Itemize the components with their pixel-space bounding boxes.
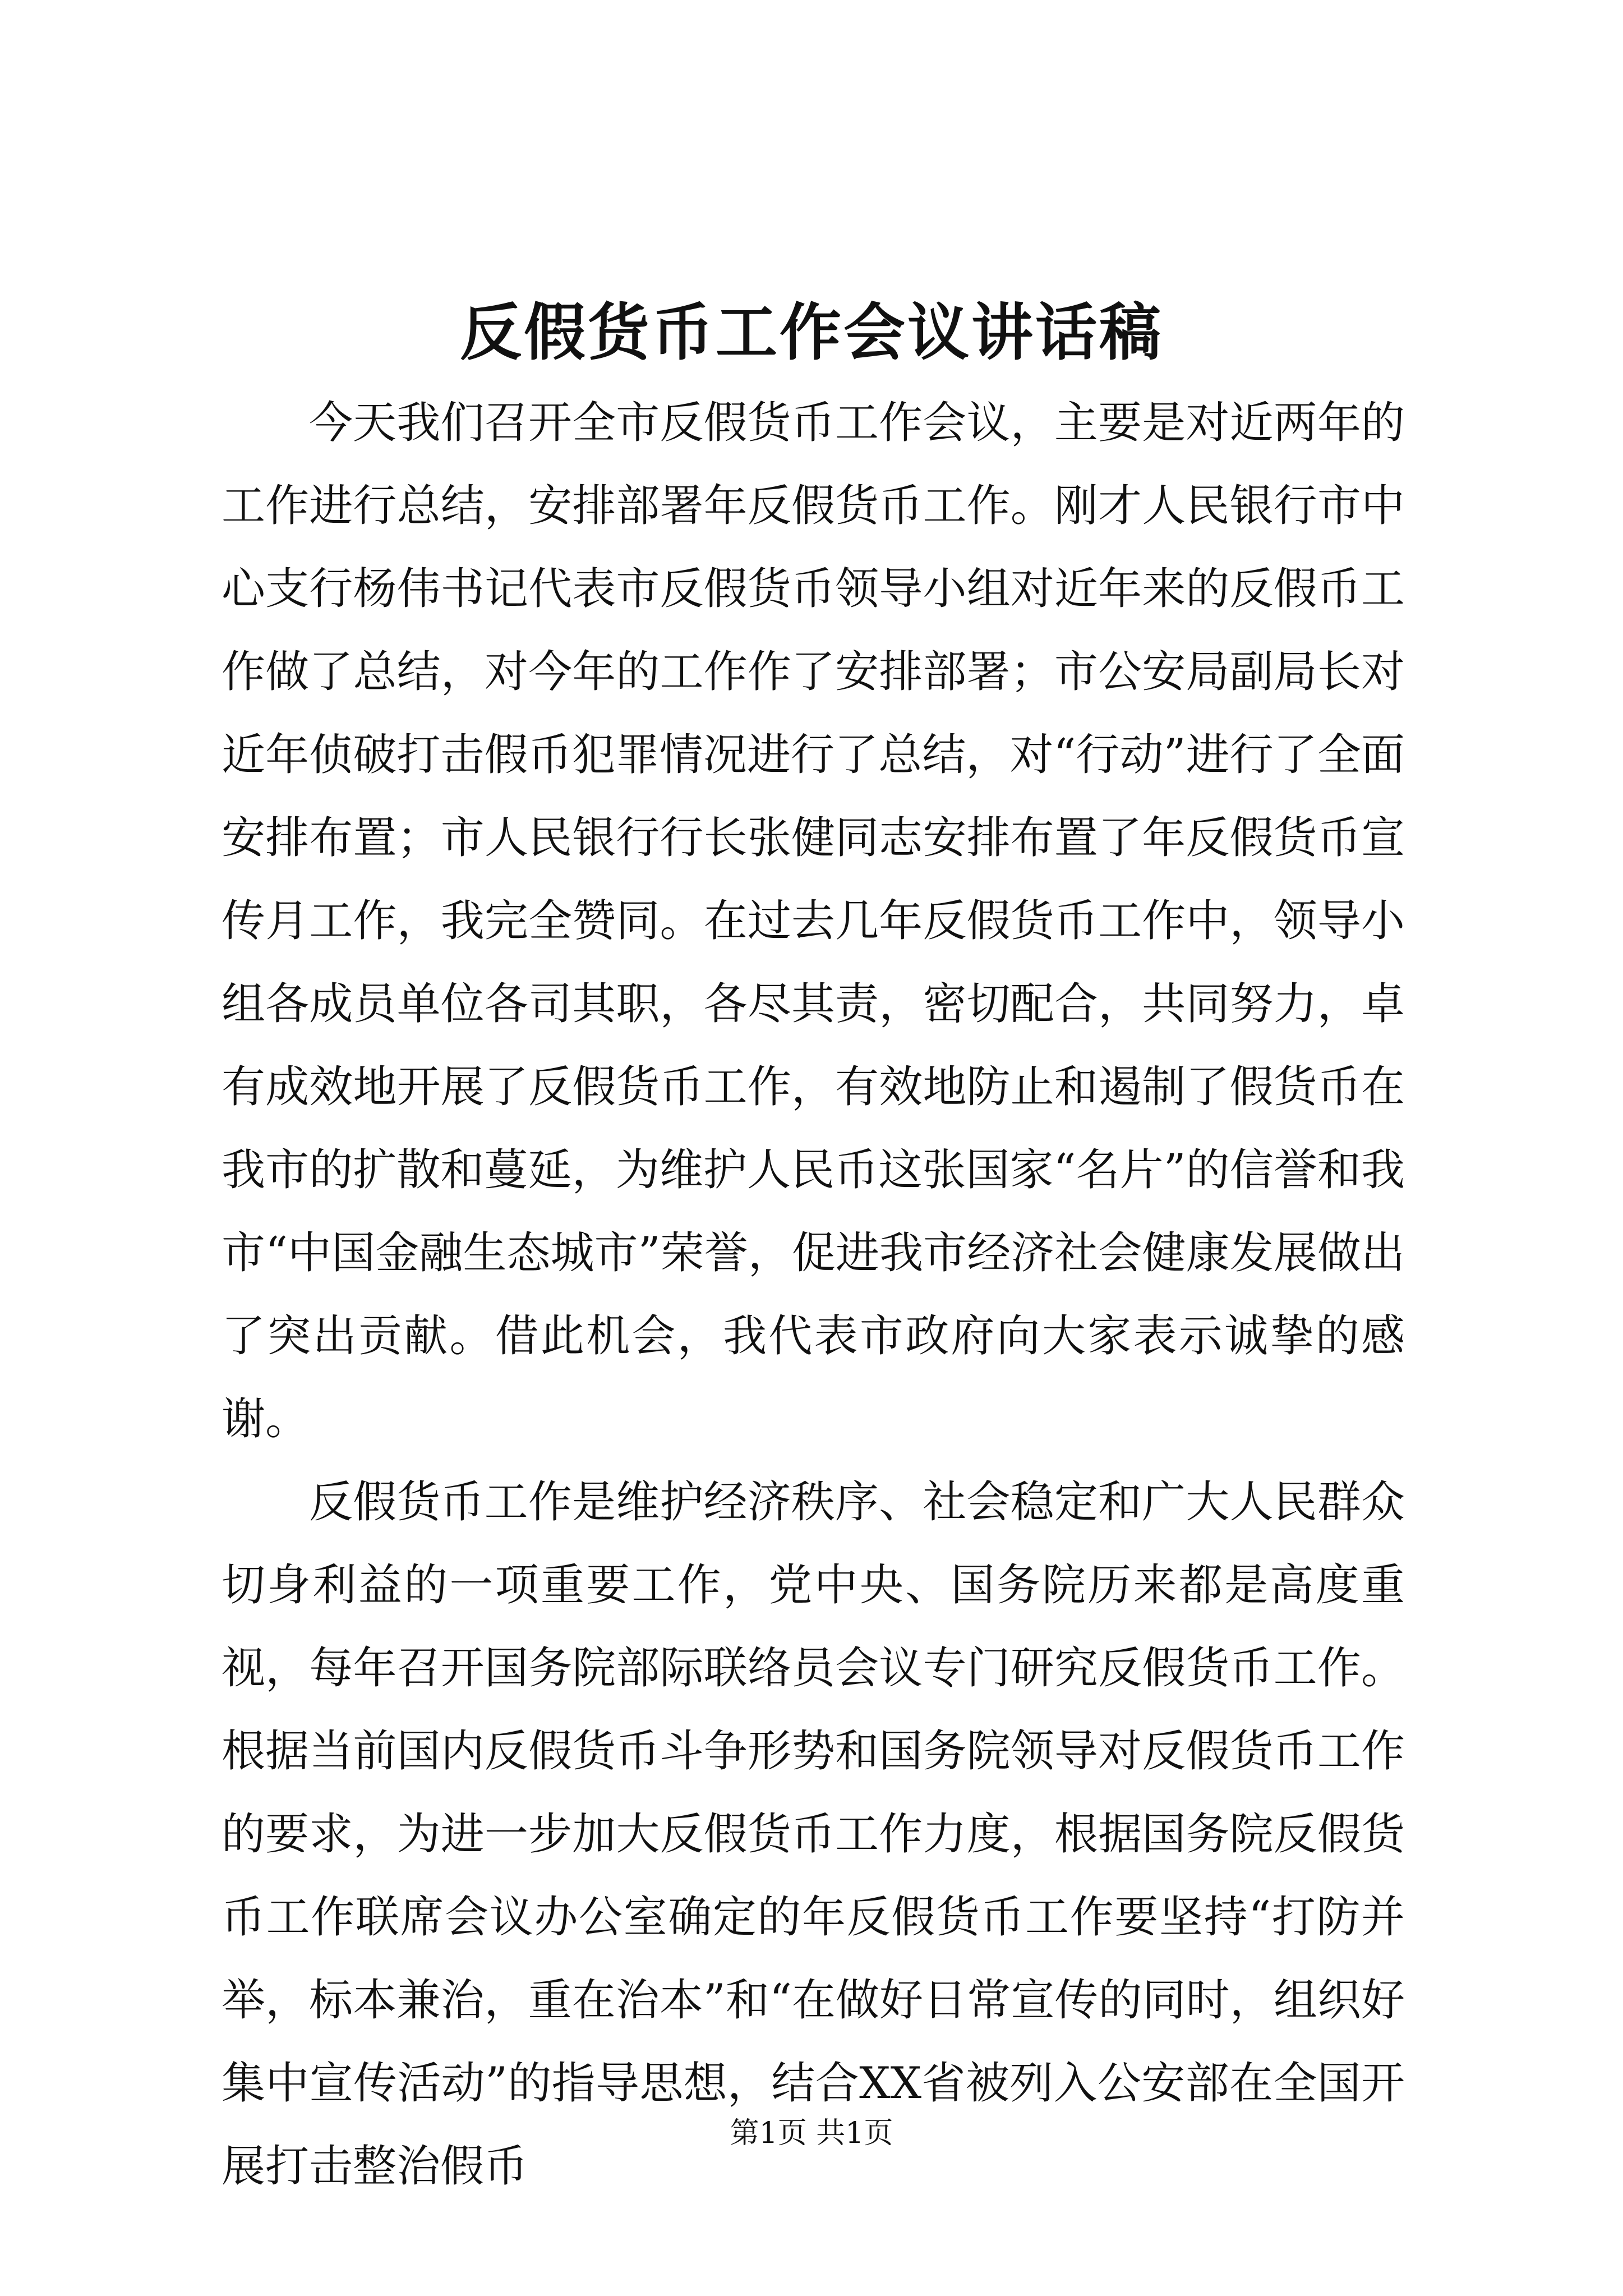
paragraph: 反假货币工作是维护经济秩序、社会稳定和广大人民群众切身利益的一项重要工作，党中央、国务院历来都是高度重视，每年召开国务院部际联络员会议专门研究反假货币工作。根据当前国内反假货币斗争形势和国务院领导对反假货币工作的要求，为进一步加大反假货币工作力度，根据国务院反假货币工作联席会议办公室确定的年反假货币工作要坚持“打防并举，标本兼治，重在治本”和“在做好日常宣传的同时，组织好集中宣传活动”的指导思想，结合XX省被列入公安部在全国开展打击整治假币 [222,1477,1405,2192]
paragraph: 今天我们召开全市反假货币工作会议，主要是对近两年的工作进行总结，安排部署年反假货币工作。刚才人民银行市中心支行杨伟书记代表市反假货币领导小组对近年来的反假币工作做了总结，对今年的工作作了安排部署；市公安局副局长对近年侦破打击假币犯罪情况进行了总结，对“行动”进行了全面安排布置；市人民银行行长张健同志安排布置了年反假货币宣传月工作，我完全赞同。在过去几年反假货币工作中，领导小组各成员单位各司其职，各尽其责，密切配合，共同努力，卓有成效地开展了反假货币工作，有效地防止和遏制了假货币在我市的扩散和蔓延，为维护人民币这张国家“名片”的信誉和我市“中国金融生态城市”荣誉，促进我市经济社会健康发展做出了突出贡献。借此机会，我代表市政府向大家表示诚挚的感谢。 [222,398,1405,1444]
document-body [222,381,1405,2208]
page-footer: 第1页 共1页 [730,2116,893,2150]
document-title: 反假货币工作会议讲话稿 [460,296,1163,369]
